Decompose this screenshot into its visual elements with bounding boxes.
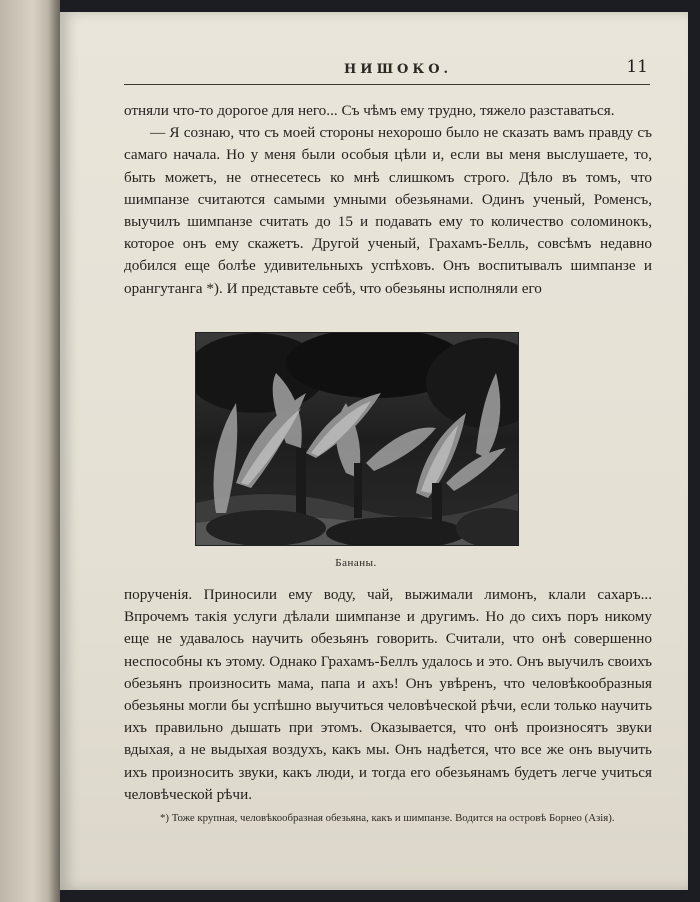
footnote: *) Тоже крупная, человѣкообразная обезьяна, какъ и шимпанзе. Водится на островѣ Борнео (Азія). [160, 812, 615, 824]
paragraph: отняли что-то дорогое для него... Съ чѣмъ ему трудно, тяжело разставаться. [124, 102, 615, 119]
photo-illustration [196, 333, 518, 545]
paragraph: — Я сознаю, что съ моей стороны нехорошо было не сказать вамъ правду съ самаго начала. Но у меня были особыя цѣли и, если вы меня выслушаете, то, быть можетъ, не отнесетесь ко мнѣ слишкомъ строго. Дѣло въ томъ, что шимпанзе считаются самыми умными обезьянами. Одинъ ученый, Роменсъ, выучилъ шимпанзе считать до 15 и подавать ему то количество соломинокъ, которое онъ ему скажетъ. Другой ученый, Грахамъ-Белль, совсѣмъ недавно добился еще болѣе удивительныхъ успѣховъ. Онъ воспитывалъ шимпанзе и орангутанга *). И представьте себѣ, что обезьяны исполняли его [124, 124, 652, 297]
body-text-top [124, 100, 652, 300]
paragraph: порученія. Приносили ему воду, чай, выжимали лимонъ, клали сахаръ... Впрочемъ такія услуги дѣлали шимпанзе и другимъ. Но до сихъ поръ никому еще не удавалось научить обезьянъ говорить. Считали, что онѣ совершенно неспособны къ этому. Однако Грахамъ-Беллъ удалось и это. Онъ выучилъ своихъ обезьянъ произносить мама, папа и ахъ! Онъ увѣренъ, что человѣкообразныя обезьяны могли бы успѣшно выучиться человѣческой рѣчи, если только научить ихъ правильно дышать при этомъ. Оказывается, что онѣ произносятъ звуки вдыхая, а не выдыхая воздухъ, какъ мы. Онъ надѣется, что все же онъ выучить ихъ произносить звуки, какъ люди, и тогда его обезьянамъ будетъ легче учиться человѣческой рѣчи. [124, 586, 652, 803]
adjacent-page-edge [0, 0, 60, 902]
figure-caption: Бананы. [335, 557, 377, 569]
book-page [60, 12, 688, 890]
page-gutter-shadow [48, 0, 60, 902]
page-number: 11 [626, 57, 648, 77]
banana-plants-photo [195, 332, 519, 546]
running-title: НИШОКО. [344, 62, 453, 77]
body-text-bottom [124, 584, 652, 806]
page-header [124, 57, 650, 85]
